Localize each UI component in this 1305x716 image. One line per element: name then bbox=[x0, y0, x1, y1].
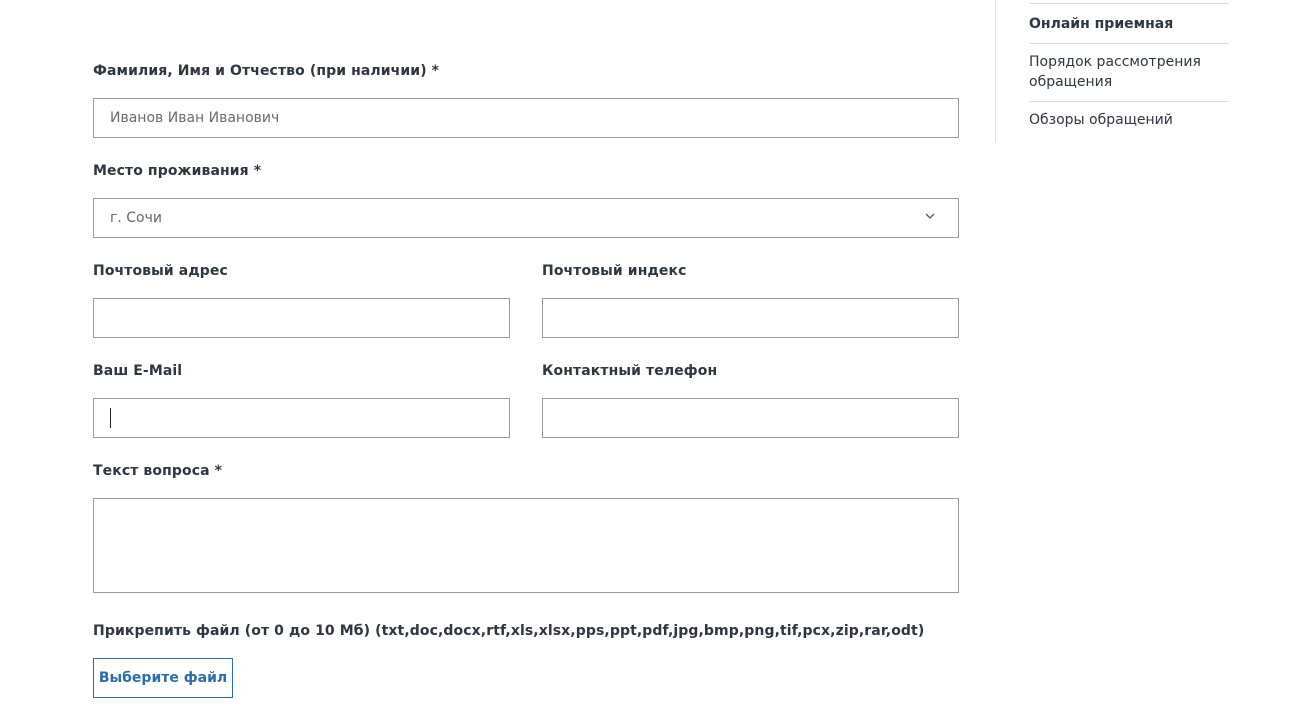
postal-code-label: Почтовый индекс bbox=[542, 263, 687, 279]
postal-address-input[interactable] bbox=[110, 299, 499, 337]
residence-select[interactable] bbox=[93, 198, 959, 238]
postal-address-label: Почтовый адрес bbox=[93, 263, 228, 279]
fio-label: Фамилия, Имя и Отчество (при наличии) * bbox=[93, 63, 440, 79]
fio-input[interactable] bbox=[110, 99, 948, 137]
question-label: Текст вопроса * bbox=[93, 463, 223, 479]
sidebar-nav bbox=[1029, 0, 1229, 139]
sidebar-item-appeals-reviews[interactable]: Обзоры обращений bbox=[1029, 101, 1229, 139]
choose-file-button[interactable]: Выберите файл bbox=[93, 658, 233, 698]
question-field[interactable] bbox=[93, 498, 959, 593]
sidebar-item-online-reception[interactable]: Онлайн приемная bbox=[1029, 3, 1229, 43]
postal-code-input[interactable] bbox=[559, 299, 948, 337]
phone-input[interactable] bbox=[559, 399, 948, 437]
email-field[interactable] bbox=[93, 398, 510, 438]
email-input[interactable] bbox=[110, 399, 499, 437]
sidebar-divider bbox=[995, 0, 996, 142]
phone-label: Контактный телефон bbox=[542, 363, 718, 379]
question-textarea[interactable] bbox=[104, 507, 948, 584]
chevron-down-icon bbox=[925, 211, 935, 221]
postal-code-field[interactable] bbox=[542, 298, 959, 338]
residence-select-value: г. Сочи bbox=[110, 210, 162, 226]
sidebar-item-review-procedure[interactable]: Порядок рассмотрения обращения bbox=[1029, 43, 1229, 101]
fio-field[interactable] bbox=[93, 98, 959, 138]
phone-field[interactable] bbox=[542, 398, 959, 438]
email-label: Ваш E-Mail bbox=[93, 363, 183, 379]
residence-label: Место проживания * bbox=[93, 163, 262, 179]
attach-label: Прикрепить файл (от 0 до 10 Мб) (txt,doc,docx,rtf,xls,xlsx,pps,ppt,pdf,jpg,bmp,png,tif,pcx,zip,rar,odt) bbox=[93, 623, 925, 639]
postal-address-field[interactable] bbox=[93, 298, 510, 338]
